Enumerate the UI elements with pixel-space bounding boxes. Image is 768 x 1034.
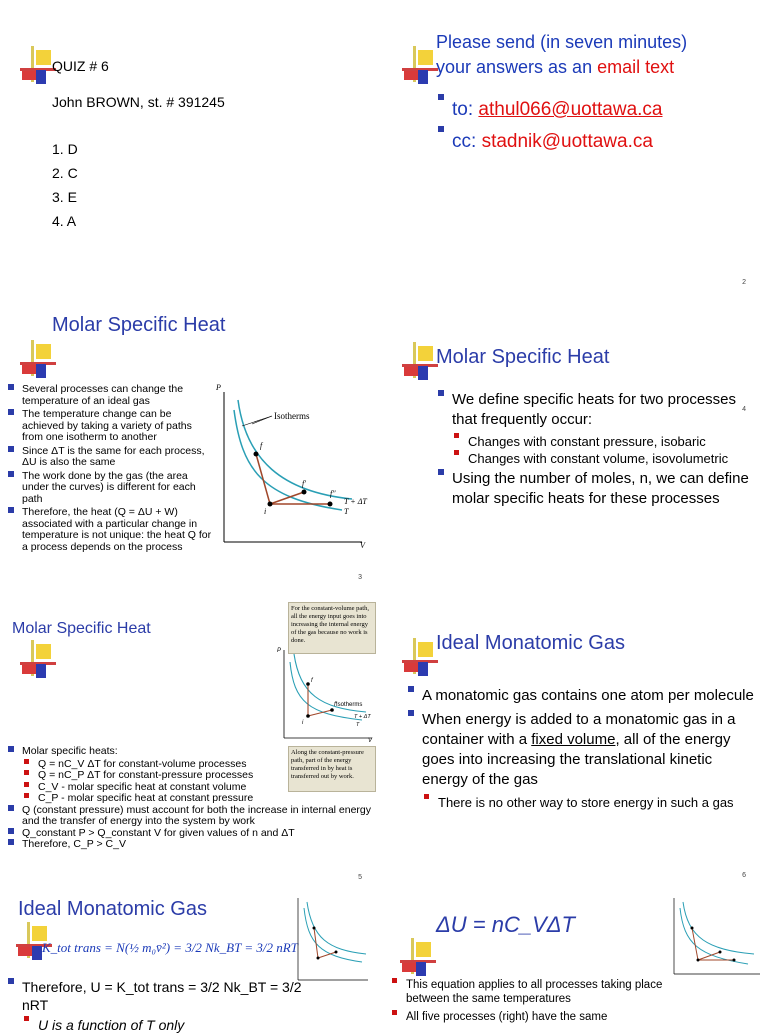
slide-molar-specific-heat-1 — [0, 302, 384, 594]
heading-line-2 — [436, 55, 687, 80]
bullet-text: Molar specific heats: — [22, 745, 118, 757]
slide-title: Ideal Monatomic Gas — [18, 898, 207, 920]
bullet: This equation applies to all processes taking place between the same temperatures — [390, 978, 680, 1006]
isotherm-high-label: T + ΔT — [354, 714, 371, 720]
isotherm-low-label: T — [356, 722, 360, 728]
isotherm-high-label: T + ΔT — [344, 497, 367, 506]
caption-box-bottom: Along the constant-pressure path, part of the energy transferred in by heat is transferred out by work. — [288, 746, 376, 792]
bullet — [6, 746, 378, 805]
page-number: 6 — [742, 872, 746, 879]
heading-email-text: email text — [597, 57, 675, 77]
bullet: Therefore, C_P > C_V — [6, 839, 378, 851]
bullet: A monatomic gas contains one atom per molecule — [406, 686, 756, 706]
page-number: 2 — [742, 279, 746, 286]
pv-diagram-thumb — [668, 894, 764, 978]
bullet: Therefore, the heat (Q = ΔU + W) associated with a particular change in temperature is not unique: the heat Q for a process depends on the process — [6, 507, 212, 553]
instructions-heading — [436, 30, 687, 80]
slide-molar-specific-heat-3 — [0, 596, 384, 888]
answer-2: 2. C — [52, 165, 78, 181]
to-label: to: — [452, 99, 479, 120]
slide-quiz — [0, 30, 384, 322]
p-axis-label: P — [277, 648, 282, 654]
bullet — [406, 710, 756, 811]
sub-bullet: Changes with constant volume, isovolumetric — [452, 450, 756, 467]
heading-line-1: Please send (in seven minutes) — [436, 32, 688, 52]
sub-bullet: C_V - molar specific heat at constant volume — [22, 782, 378, 794]
bullet-text-rest: , all of the energy goes into increasing the translational kinetic energy of the gas — [422, 731, 731, 788]
bullet: Q_constant P > Q_constant V for given values of n and ΔT — [6, 828, 378, 840]
to-item — [436, 94, 663, 126]
sub-bullet: Changes with constant pressure, isobaric — [452, 433, 756, 450]
cc-email: stadnik@uottawa.ca — [481, 131, 653, 152]
point-f-label: f — [311, 678, 313, 684]
email-list — [436, 94, 663, 158]
sub-list — [452, 433, 756, 467]
point-f1-label: f′ — [302, 479, 306, 488]
bullet-list — [406, 686, 756, 811]
heading-line-2-text: your answers as an — [436, 57, 598, 77]
slide-title: Molar Specific Heat — [52, 314, 226, 336]
point-f-label: f — [260, 441, 263, 450]
pv-diagram-small — [276, 644, 376, 742]
answer-4: 4. A — [52, 213, 77, 229]
page-number: 5 — [358, 874, 362, 881]
slide-ideal-monatomic-gas-2 — [0, 890, 384, 1033]
cc-label: cc: — [452, 131, 482, 152]
answer-1: 1. D — [52, 141, 78, 157]
bullet-text: Therefore, U = K_tot trans = 3/2 Nk_BT = 3/2 nRT — [22, 979, 302, 1013]
bullet — [6, 978, 306, 1034]
bullet-list — [6, 978, 306, 1034]
bullet: All five processes (right) have the same — [390, 1010, 680, 1024]
isotherm-low-label: T — [344, 507, 349, 516]
kinetic-energy-equation: K_tot trans = N(½ m₀v̄²) = 3/2 Nk_BT = 3/2 nRT — [42, 940, 298, 955]
point-i-label: i — [302, 720, 304, 726]
bullet-text: We define specific heats for two processes that frequently occur: — [452, 391, 737, 428]
pv-diagram-thumb — [292, 894, 372, 984]
bullet-text: When energy is added to a monatomic gas in a container with a — [422, 711, 736, 748]
bullet: The work done by the gas (the area under the curves) is different for each path — [6, 471, 212, 506]
delta-u-equation: ΔU = nC_VΔT — [436, 912, 575, 937]
quiz-title: QUIZ # 6 — [52, 58, 109, 74]
answer-3: 3. E — [52, 189, 77, 205]
caption-box-top: For the constant-volume path, all the energy input goes into increasing the internal energy of the gas because no work is done. — [288, 602, 376, 654]
slide-internal-energy — [384, 890, 768, 1024]
slide-title: Molar Specific Heat — [436, 346, 610, 368]
slide-title: Molar Specific Heat — [12, 620, 151, 637]
bullet-list — [6, 746, 378, 851]
v-axis-label: V — [368, 738, 373, 744]
bullet: Q (constant pressure) must account for both the increase in internal energy and the transfer of energy into the system by work — [6, 805, 378, 828]
cc-item — [436, 126, 663, 158]
slide-molar-specific-heat-2 — [384, 302, 768, 594]
bullet: The temperature change can be achieved by taking a variety of paths from one isotherm to another — [6, 409, 212, 444]
fixed-volume-text: fixed volume — [531, 731, 616, 748]
page-number: 3 — [358, 574, 362, 581]
isotherms-label: Isotherms — [336, 702, 363, 708]
point-i-label: i — [264, 507, 267, 516]
bullet: Since ΔT is the same for each process, ΔU is also the same — [6, 446, 212, 469]
slide-title: Ideal Monatomic Gas — [436, 632, 625, 654]
page-number: 4 — [742, 406, 746, 413]
to-email-link[interactable]: athul066@uottawa.ca — [478, 99, 663, 120]
student-line: John BROWN, st. # 391245 — [52, 94, 225, 110]
sub-bullet: U is a function of T only — [22, 1016, 306, 1034]
bullet: Several processes can change the temperature of an ideal gas — [6, 384, 212, 407]
isotherms-label: Isotherms — [274, 411, 310, 421]
p-axis-label: P — [216, 383, 221, 392]
sub-bullet: Q = nC_V ΔT for constant-volume processes — [22, 759, 378, 771]
point-f1-label: f′ — [334, 702, 337, 708]
bullet-list — [390, 978, 680, 1024]
bullet: Using the number of moles, n, we can define molar specific heats for these processes — [436, 469, 756, 509]
bullet — [436, 390, 756, 467]
sub-bullet: There is no other way to store energy in such a gas — [422, 794, 756, 811]
sub-list — [422, 794, 756, 811]
sub-bullet: Q = nC_P ΔT for constant-pressure processes — [22, 770, 378, 782]
slide-instructions — [384, 30, 768, 322]
pv-diagram — [212, 380, 372, 550]
point-f2-label: f″ — [330, 489, 336, 498]
sub-list — [22, 1016, 306, 1034]
sub-bullet: C_P - molar specific heat at constant pressure — [22, 793, 378, 805]
slide-ideal-monatomic-gas-1 — [384, 596, 768, 888]
sub-list — [22, 759, 378, 805]
bullet-list — [436, 390, 756, 509]
v-axis-label: V — [360, 541, 365, 550]
bullet-list — [6, 384, 212, 553]
